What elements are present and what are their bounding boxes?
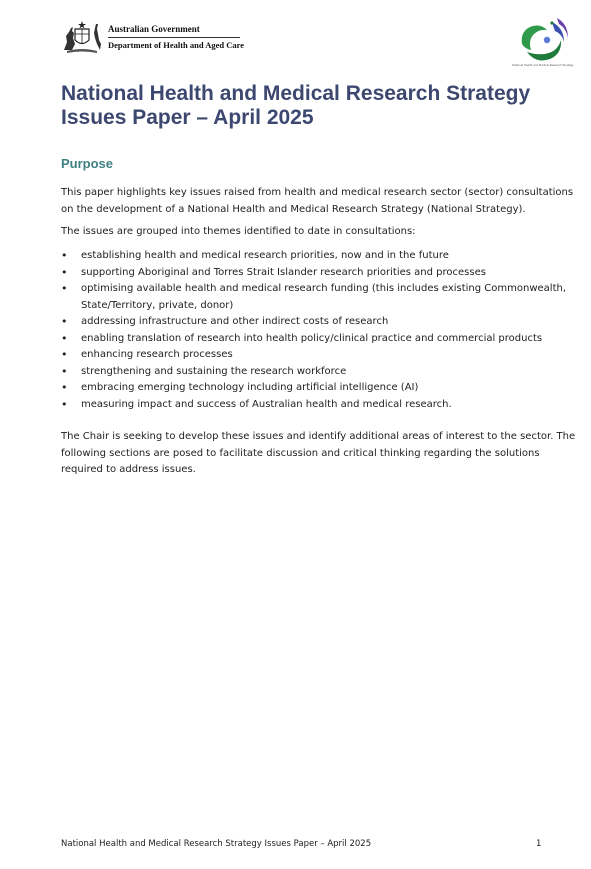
intro-line-1: This paper highlights key issues raised from health and medical research sector (sector) consultations [61, 187, 574, 198]
document-title-line-1: National Health and Medical Research Strategy [61, 82, 531, 105]
coat-of-arms-icon [61, 20, 103, 54]
strategy-logo-tagline: National Health and Medical Research Strategy [512, 64, 574, 67]
list-item-text: • optimising available health and medical research funding (this includes existing Commonwealth, [81, 283, 567, 294]
closing-line-2: following sections are posed to facilitate discussion and critical thinking regarding the solutions [61, 447, 540, 459]
list-item-text: • embracing emerging technology including artificial intelligence (AI) [81, 382, 419, 393]
list-item [61, 248, 551, 265]
intro-line-2: on the development of a National Health and Medical Research Strategy (National Strategy). [61, 203, 526, 215]
list-item-text: • enabling translation of research into health policy/clinical practice and commercial products [81, 332, 543, 344]
document-title [61, 82, 561, 130]
purpose-intro-paragraph [61, 185, 574, 218]
list-item-text: • measuring impact and success of Australian health and medical research. [81, 398, 452, 410]
closing-line-3: required to address issues. [61, 464, 196, 475]
list-item [61, 397, 551, 414]
themes-intro-text: The issues are grouped into themes identified to date in consultations: [61, 226, 416, 237]
wordmark-divider [108, 37, 240, 38]
closing-line-1: The Chair is seeking to develop these issues and identify additional areas of interest to the sector. The [61, 431, 576, 442]
list-item-text-continued: State/Territory, private, donor) [81, 299, 234, 311]
list-item-text: • strengthening and sustaining the research workforce [81, 365, 347, 377]
purpose-heading: Purpose [61, 156, 114, 171]
document-title-line-2: Issues Paper – April 2025 [61, 106, 314, 129]
list-item-text: • supporting Aboriginal and Torres Strait Islander research priorities and processes [81, 266, 486, 278]
themes-list [61, 248, 567, 413]
footer-text: National Health and Medical Research Strategy Issues Paper – April 2025 [61, 839, 372, 849]
list-item-text: • addressing infrastructure and other indirect costs of research [81, 316, 389, 327]
themes-intro-paragraph [61, 224, 551, 241]
list-item [61, 265, 551, 282]
list-item [61, 331, 551, 348]
page-number: 1 [536, 839, 542, 849]
australian-government-logo [61, 20, 245, 54]
list-item-text: • enhancing research processes [81, 349, 233, 360]
list-item [61, 281, 567, 314]
list-item [61, 380, 551, 397]
list-item [61, 314, 551, 331]
list-item [61, 364, 551, 381]
list-item-text: • establishing health and medical research priorities, now and in the future [81, 250, 449, 261]
closing-paragraph [61, 429, 576, 479]
government-name: Australian Government [108, 24, 200, 34]
government-wordmark [108, 24, 244, 51]
list-item [61, 347, 551, 364]
department-name: Department of Health and Aged Care [108, 40, 245, 50]
